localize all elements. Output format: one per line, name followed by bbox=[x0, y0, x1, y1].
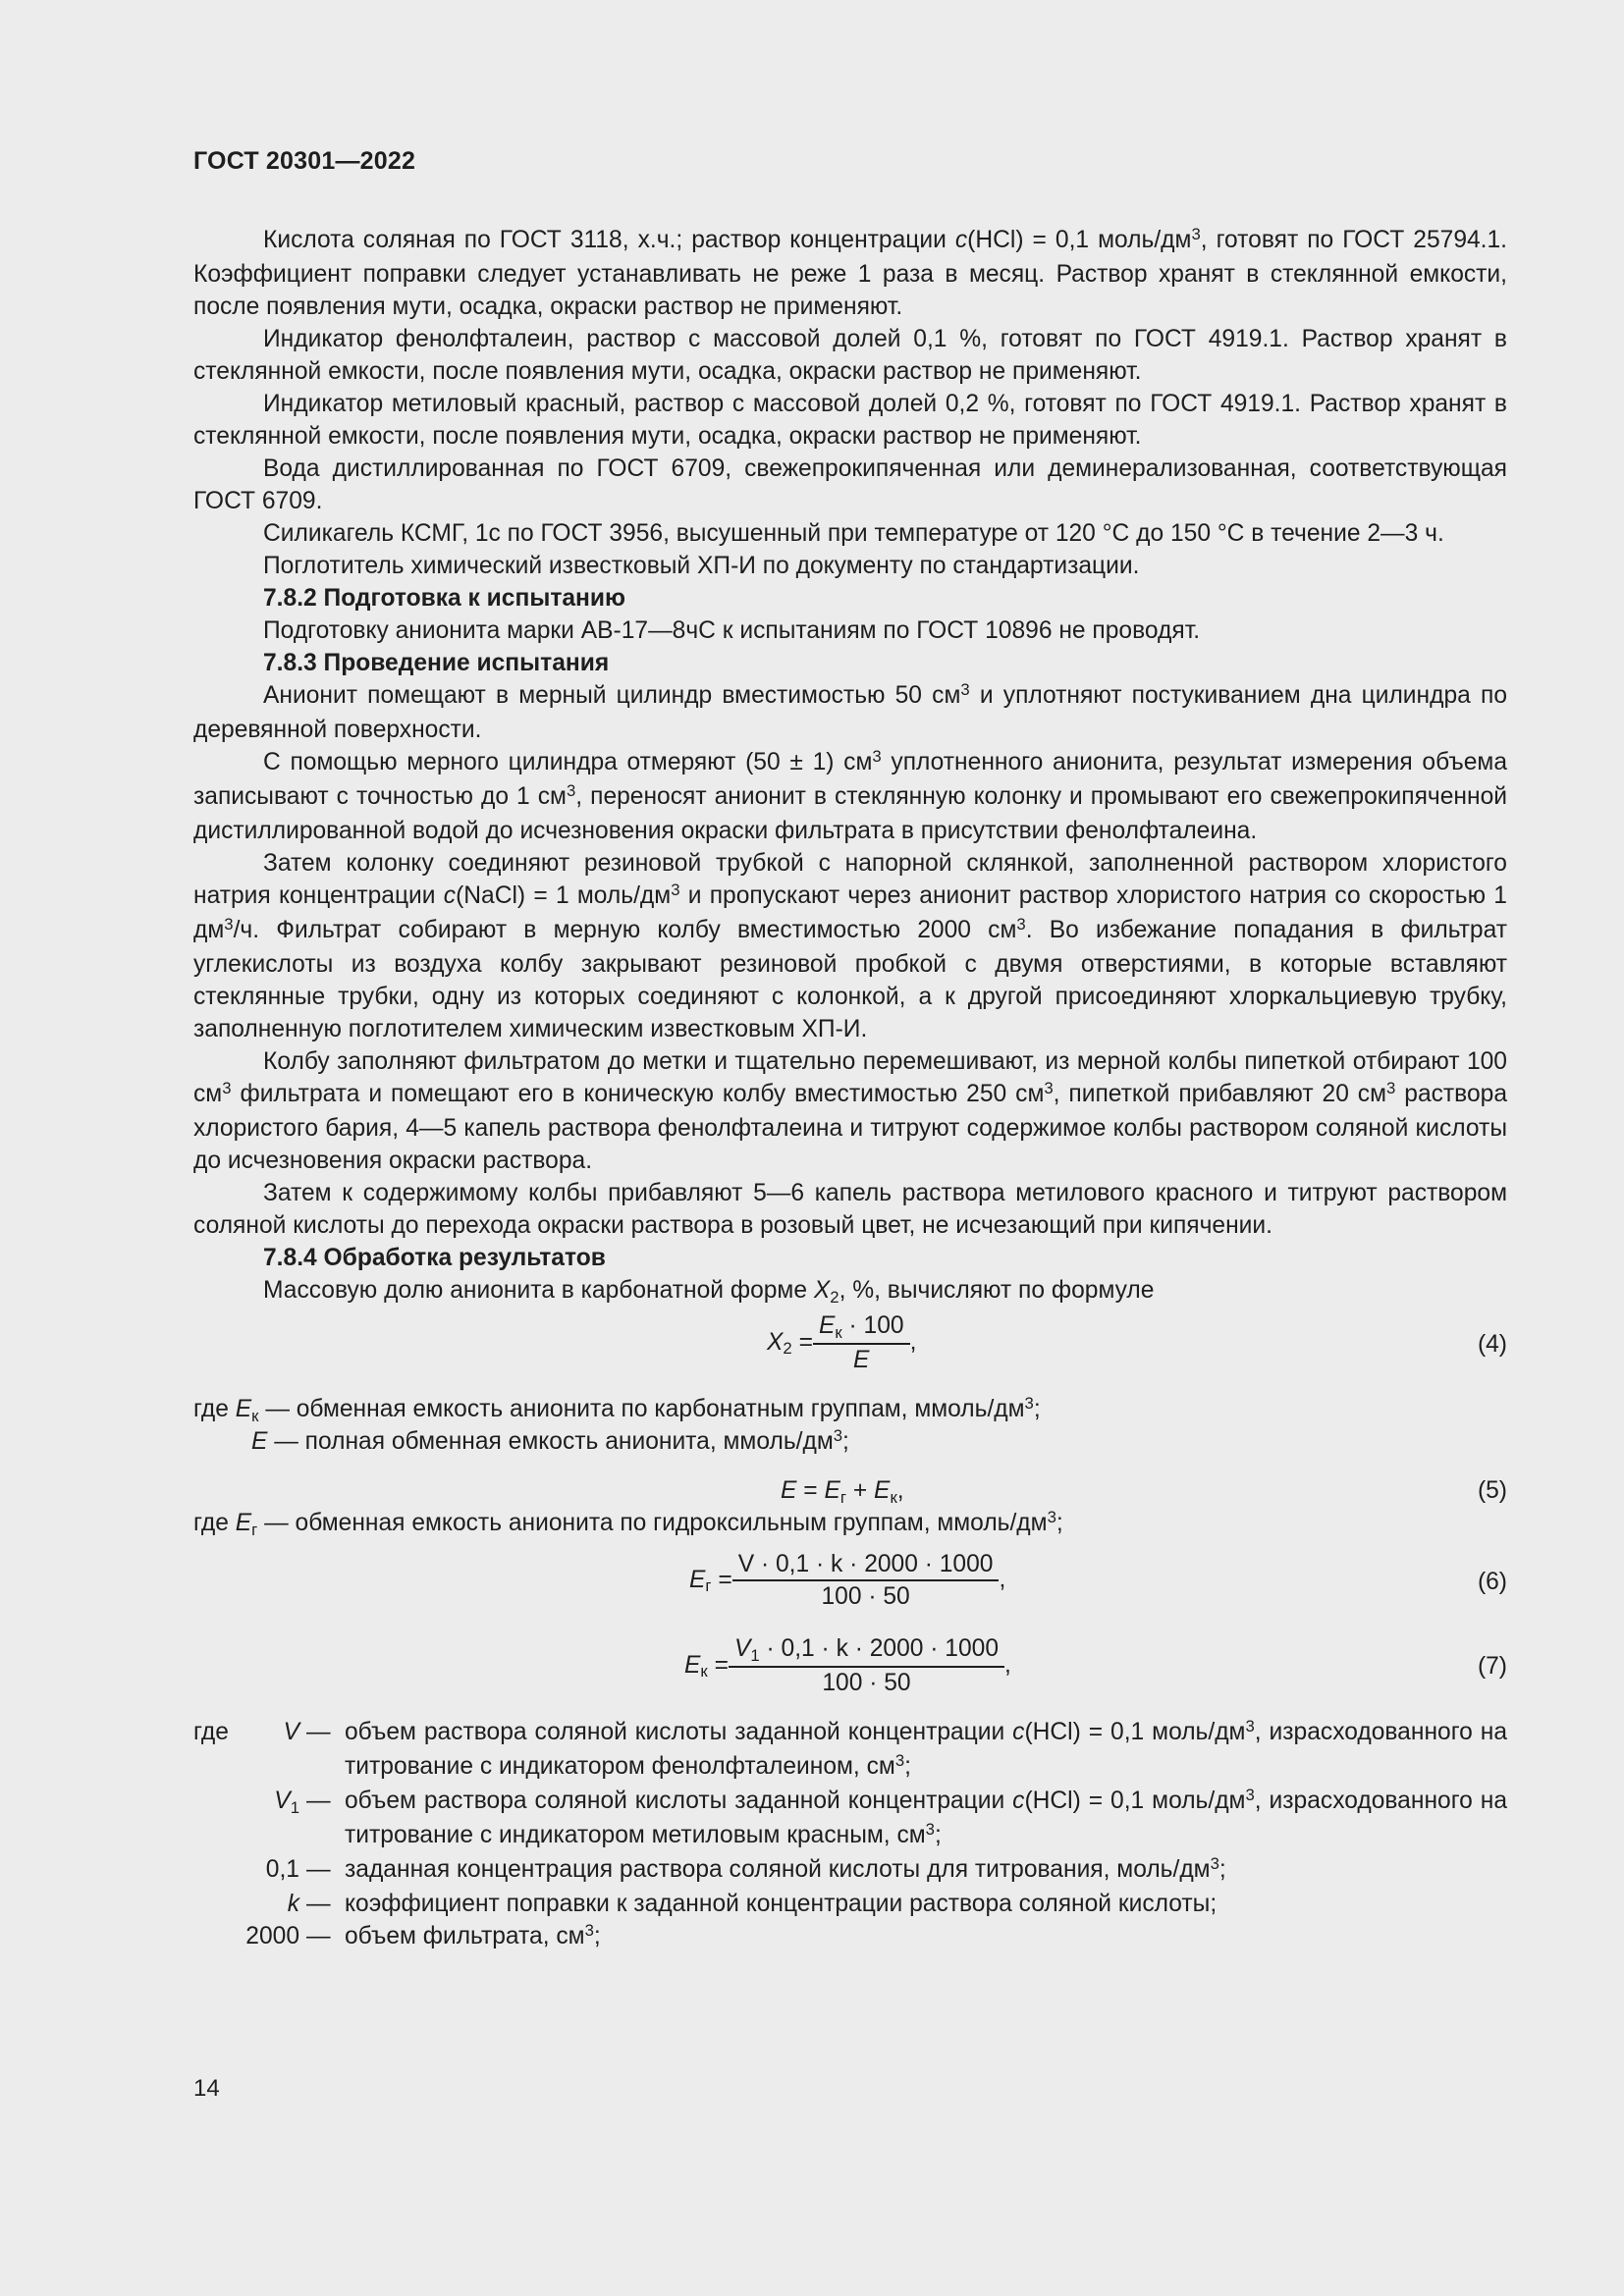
paragraph-methyl-titration: Затем к содержимому колбы прибавляют 5—6 капель раствора метилового красного и титруют раствором соляной кислоты до перехода окраски раствора в розовый цвет, не исчезающий при кипячении. bbox=[193, 1180, 1507, 1239]
formula-7-expression: $E_к$ = $\frac{V_1 \cdot 0,1 \cdot k \cdot 2000 \cdot 1000}{100 \cdot 50}$ , bbox=[684, 1635, 1011, 1696]
formula-4 bbox=[193, 1308, 1507, 1393]
page-number: 14 bbox=[193, 2075, 220, 2102]
paragraph-cylinder: Анионит помещают в мерный цилиндр вместимостью 50 $см^3$ и уплотняют постукиванием дна цилиндра по деревянной поверхности. bbox=[193, 679, 1507, 743]
where-item-2000: 2000 — объем фильтрата, $см^3$; bbox=[245, 1920, 601, 1949]
formula-7 bbox=[193, 1633, 1507, 1716]
formula-4-expression: $X_2$ = $\frac{E_к \cdot 100}{E}$ , bbox=[767, 1312, 917, 1373]
page-header: ГОСТ 20301—2022 bbox=[193, 147, 416, 175]
formula-7-number: (7) bbox=[1477, 1653, 1507, 1680]
formula-5-expression: $E = E_г + E_к$, bbox=[781, 1477, 904, 1507]
page-content bbox=[193, 224, 1507, 1954]
where-list bbox=[193, 1716, 1507, 1954]
formula-5-number: (5) bbox=[1477, 1477, 1507, 1504]
section-heading-7-8-4: 7.8.4 Обработка результатов bbox=[263, 1245, 606, 1271]
paragraph-mass-fraction: Массовую долю анионита в карбонатной форме $X_2$, %, вычисляют по формуле bbox=[263, 1277, 1155, 1307]
paragraph-measure: С помощью мерного цилиндра отмеряют (50 ± 1) $см^3$ уплотненного анионита, результат измерения объема записывают с точностью до 1 $см^3$, переносят анионит в стеклянную колонку и промывают его свежепрокипяченной дистиллированной водой до исчезновения окраски фильтрата в присутствии фенолфталеина. bbox=[193, 746, 1508, 844]
where-item-v: где V — объем раствора соляной кислоты заданной концентрации c(HCl) = 0,1 моль/$дм^3$, израсходованного на титрование с индикатором фенолфталеином, $см^3$; bbox=[193, 1716, 1507, 1780]
paragraph-water: Вода дистиллированная по ГОСТ 6709, свежепрокипяченная или деминерализованная, соответствующая ГОСТ 6709. bbox=[193, 455, 1507, 514]
paragraph-flask: Колбу заполняют фильтратом до метки и тщательно перемешивают, из мерной колбы пипеткой отбирают 100 $см^3$ фильтрата и помещают его в коническую колбу вместимостью 250 $см^3$, пипеткой прибавляют 20 $см^3$ раствора хлористого бария, 4—5 капель раствора фенолфталеина и титруют содержимое колбы раствором соляной кислоты до исчезновения окраски раствора. bbox=[193, 1048, 1507, 1174]
where-ek: где $E_к$ — обменная емкость анионита по карбонатным группам, ммоль/$дм^3$; bbox=[193, 1393, 1041, 1425]
paragraph-phenolphthalein: Индикатор фенолфталеин, раствор с массовой долей 0,1 %, готовят по ГОСТ 4919.1. Раствор хранят в стеклянной емкости, после появления мути, осадка, окраски раствор не применяют. bbox=[193, 326, 1507, 385]
formula-6-expression: $E_г$ = $\frac{V \cdot 0,1 \cdot k \cdot 2000 \cdot 1000}{100 \cdot 50}$ , bbox=[689, 1551, 1006, 1610]
where-e: E — полная обменная емкость анионита, ммоль/$дм^3$; bbox=[251, 1425, 849, 1455]
where-item-k: k — коэффициент поправки к заданной концентрации раствора соляной кислоты; bbox=[287, 1891, 1218, 1917]
paragraph-hcl: Кислота соляная по ГОСТ 3118, х.ч.; раствор концентрации c(HCl) = 0,1 моль/$дм^3$, готовят по ГОСТ 25794.1. Коэффициент поправки следует устанавливать не реже 1 раза в месяц. Раствор хранят в стеклянной емкости, после появления мути, осадка, окраски раствор не применяют. bbox=[193, 224, 1508, 320]
where-item-v1: $V_1$ — объем раствора соляной кислоты заданной концентрации c(HCl) = 0,1 моль/$дм^3$, израсходованного на титрование с индикатором метиловым красным, $см^3$; bbox=[274, 1785, 1507, 1848]
paragraph-silica-gel: Силикагель КСМГ, 1с по ГОСТ 3956, высушенный при температуре от 120 °С до 150 °С в течение 2—3 ч. bbox=[263, 520, 1444, 547]
paragraph-preparation: Подготовку анионита марки АВ-17—8чС к испытаниям по ГОСТ 10896 не проводят. bbox=[263, 617, 1201, 644]
where-eg: где $E_г$ — обменная емкость анионита по гидроксильным группам, ммоль/$дм^3$; bbox=[193, 1507, 1063, 1539]
section-heading-7-8-2: 7.8.2 Подготовка к испытанию bbox=[263, 585, 626, 612]
paragraph-column: Затем колонку соединяют резиновой трубкой с напорной склянкой, заполненной раствором хлористого натрия концентрации c(NaCl) = 1 моль/$дм^3$ и пропускают через анионит раствор хлористого натрия со скоростью 1 $дм^3/ч$. Фильтрат собирают в мерную колбу вместимостью 2000 $см^3$. Во избежание попадания в фильтрат углекислоты из воздуха колбу закрывают резиновой пробкой с двумя отверстиями, в которые вставляют стеклянные трубки, одну из которых соединяют с колонкой, а к другой присоединяют хлоркальциевую трубку, заполненную поглотителем химическим известковым ХП-И. bbox=[193, 850, 1508, 1042]
section-heading-7-8-3: 7.8.3 Проведение испытания bbox=[263, 650, 610, 676]
formula-6 bbox=[193, 1549, 1507, 1633]
paragraph-absorber: Поглотитель химический известковый ХП-И по документу по стандартизации. bbox=[263, 553, 1140, 579]
formula-6-number: (6) bbox=[1477, 1569, 1507, 1595]
formula-4-number: (4) bbox=[1477, 1331, 1507, 1358]
where-item-concentration: 0,1 — заданная концентрация раствора соляной кислоты для титрования, моль/$дм^3$; bbox=[265, 1853, 1226, 1883]
paragraph-methyl-red: Индикатор метиловый красный, раствор с массовой долей 0,2 %, готовят по ГОСТ 4919.1. Раствор хранят в стеклянной емкости, после появления мути, осадка, окраски раствор не применяют. bbox=[193, 391, 1507, 450]
